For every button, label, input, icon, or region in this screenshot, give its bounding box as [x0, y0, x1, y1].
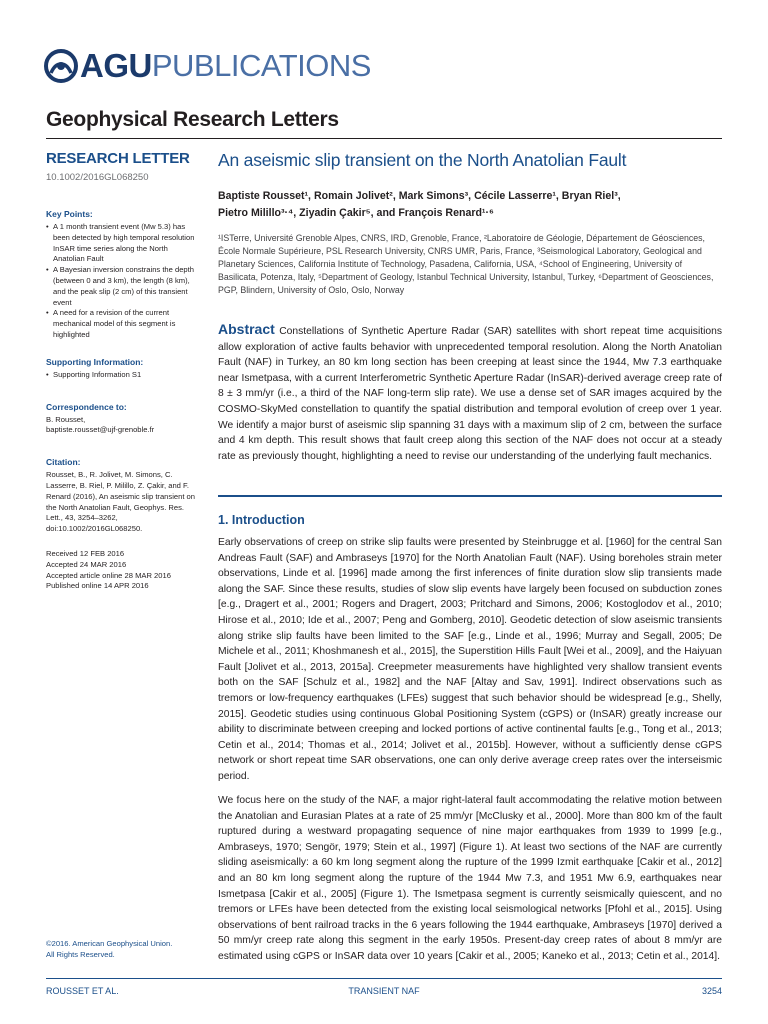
copyright-line-2: All Rights Reserved. [46, 950, 115, 959]
abstract [218, 322, 722, 464]
key-points-list [46, 222, 196, 341]
intro-paragraph-1: Early observations of creep on strike slip faults were presented by Steinbrugge et al. [1960] for the central San Andreas Fault (SAF) and Ambraseys [1970] for the North Anatolian Fault (NAF). Using boreholes strain meter observations, Linde et al. [1996] made among the first inferences of finite duration slow slip transients made along the SAF. Since these results, studies of slow slip events have largely been focused on subduction zones [e.g., Dragert et al., 2001; Rogers and Dragert, 2003; Pritchard and Simons, 2006; Kostoglodov et al., 2010; Hirose et al., 2010; Ide et al., 2007; Peng and Gomberg, 2010]. Geodetic detection of slow aseismic transients along strike slip faults have been limited to the SAF [e.g., Linde et al., 1996; Murray and Segall, 2005; De Michele et al., 2011; Khoshmanesh et al., 2015], the Superstition Hills Fault [Wei et al., 2009], and the Haiyuan Fault [Jolivet et al., 2013, 2015a]. Creepmeter measurements have highlighted very shallow transient events both on the SAF [Schulz et al., 1982] and the NAF [Altay and Sav, 1991]. Indirect observations such as tremors or low-frequency earthquakes (LFEs) suggest that such behavior should be widespread [e.g., Shelly, 2015]. Geodetic studies using continuous Global Positioning System (cGPS) or (InSAR) greatly increase our ability to discriminate between creeping and locked portions of active continental faults [e.g., Tong et al., 2013; Cetin et al., 2014; Thomas et al., 2014; Jolivet et al., 2015b]. However, without a sufficiently dense cGPS network or short repeat time SAR observations, one can only derive average creep rates over the interseismic period. [218, 537, 722, 782]
agu-publications-logo [44, 46, 371, 86]
journal-title: Geophysical Research Letters [46, 108, 339, 131]
supporting-item[interactable]: • Supporting Information S1 [46, 370, 196, 381]
page-number: 3254 [701, 986, 722, 996]
key-points-heading: Key Points: [46, 209, 93, 219]
section-heading-introduction: 1. Introduction [218, 513, 305, 527]
date-received: Received 12 FEB 2016 [46, 548, 125, 558]
key-point: • A 1 month transient event (Mw 5.3) has been detected by high temporal resolution InSAR time series along the North Anatolian Fault [46, 222, 196, 265]
supporting-list [46, 370, 196, 381]
doi: 10.1002/2016GL068250 [46, 172, 149, 183]
article-title: An aseismic slip transient on the North Anatolian Fault [218, 150, 627, 170]
affiliations: ¹ISTerre, Université Grenoble Alpes, CNRS, IRD, Grenoble, France, ²Laboratoire de Géologie, Département de Géosciences, École Normale Supérieure, PSL Research University, CNRS UMR, Paris, France, ³Seismological Laboratory, Geological and Planetary Sciences, California Institute of Technology, Pasadena, California, USA, ⁴School of Engineering, University of Basilicata, Potenza, Italy, ⁵Department of Geology, Istanbul Technical University, Istanbul, Turkey, ⁶Department of Geosciences, PGP, Blindern, University of Oslo, Oslo, Norway [218, 233, 714, 295]
sidebar [46, 150, 196, 592]
abstract-heading: Abstract [218, 321, 275, 337]
date-accepted: Accepted 24 MAR 2016 [46, 559, 127, 569]
abstract-text: Constellations of Synthetic Aperture Radar (SAR) satellites with short repeat time acquisitions allow exploration of active faults behavior with unprecedented temporal resolution. Along the North Anatolian Fault (NAF) in Turkey, an 80 km long section has been creeping at least since the 1944, Mw 7.3 earthquake near Ismetpasa, with a current Interferometric Synthetic Aperture Radar (InSAR)-derived average creep rate of 8 ± 3 mm/yr (i.e., a third of the NAF long-term slip rate). We use a dense set of SAR images acquired by the COSMO-SkyMed constellation to quantify the spatial distribution and temporal evolution of creep over 1 year. We identify a major burst of aseismic slip spanning 31 days with a maximum slip of 2 cm, between the surface and 4 km depth. This result shows that fault creep along this section of the NAF does not occur at a steady rate as previously thought, highlighting a need to revise our understanding of the underlying fault mechanics. [218, 326, 722, 462]
supporting-heading: Supporting Information: [46, 356, 144, 367]
key-point: • A Bayesian inversion constrains the depth (between 0 and 3 km), the length (8 km), and the peak slip (2 cm) of this transient event [46, 265, 196, 308]
logo-agu-text: AGU [80, 47, 152, 84]
copyright [46, 938, 206, 960]
author-list [218, 188, 722, 222]
agu-globe-icon [44, 49, 78, 83]
intro-paragraph-2: We focus here on the study of the NAF, a major right-lateral fault accommodating the relative motion between the Anatolian and Eurasian Plates at a rate of 25 mm/yr [McClusky et al., 2000]. More than 800 km of the fault ruptured during a westward propagating sequence of nine major earthquakes from 1939 to 1999 [e.g., Ambraseys, 1970; Sengör, 1979; Stein et al., 1997] (Figure 1). At least two sections of the NAF are currently sliding aseismically: a 60 km long segment along the rupture of the 1999 Izmit earthquake [Cakir et al., 2012] and an 80 km long segment along the rupture of the 1944 Mw 7.3, and 1951 Mw 6.9, earthquakes near Ismetpasa [Cakir et al., 2005] (Figure 1). The Ismetpasa segment is currently seismically quiescent, and no tremors or LFEs have been detected from the existing local seismological networks [Pfohl et al., 2015]. Using observations of bent railroad tracks in the 6 years following the 1944 earthquake, Ambraseys [1970] derived a 50 mm/yr creep rate along this segment in the early 1950s. Present-day creep rates of about 8 mm/yr are estimated using cGPS or InSAR data over 10 years [Cakir et al., 2005; Kaneko et al., 2013; Cetin et al., 2014]. [218, 795, 722, 962]
key-point: • A need for a revision of the current mechanical model of this segment is highlighted [46, 308, 196, 340]
citation-heading: Citation: [46, 457, 81, 468]
header-divider [46, 138, 722, 139]
correspondence-name: B. Rousset, [46, 414, 86, 424]
date-accepted-online: Accepted article online 28 MAR 2016 [46, 570, 171, 580]
abstract-divider [218, 495, 722, 497]
date-published: Published online 14 APR 2016 [46, 581, 149, 591]
footer-authors: ROUSSET ET AL. [46, 986, 119, 996]
copyright-line-1: ©2016. American Geophysical Union. [46, 939, 173, 948]
footer-divider [46, 978, 722, 979]
article-type-label: RESEARCH LETTER [46, 150, 190, 167]
authors-line-2: Pietro Milillo³·⁴, Ziyadin Çakir⁵, and François Renard¹·⁶ [218, 207, 494, 219]
correspondence-heading: Correspondence to: [46, 401, 127, 412]
correspondence-email[interactable]: baptiste.rousset@ujf-grenoble.fr [46, 425, 155, 435]
footer-running-title: TRANSIENT NAF [348, 986, 420, 996]
authors-line-1: Baptiste Rousset¹, Romain Jolivet², Mark Simons³, Cécile Lasserre¹, Bryan Riel³, [218, 190, 621, 202]
article-dates [46, 549, 196, 592]
citation-text: Rousset, B., R. Jolivet, M. Simons, C. Lasserre, B. Riel, P. Milillo, Z. Çakir, and F. Renard (2016), An aseismic slip transient on the North Anatolian Fault, Geophys. Res. Lett., 43, 3254–3262, doi:10.1002/2016GL068250. [46, 470, 195, 534]
logo-publications-text: PUBLICATIONS [151, 48, 371, 83]
